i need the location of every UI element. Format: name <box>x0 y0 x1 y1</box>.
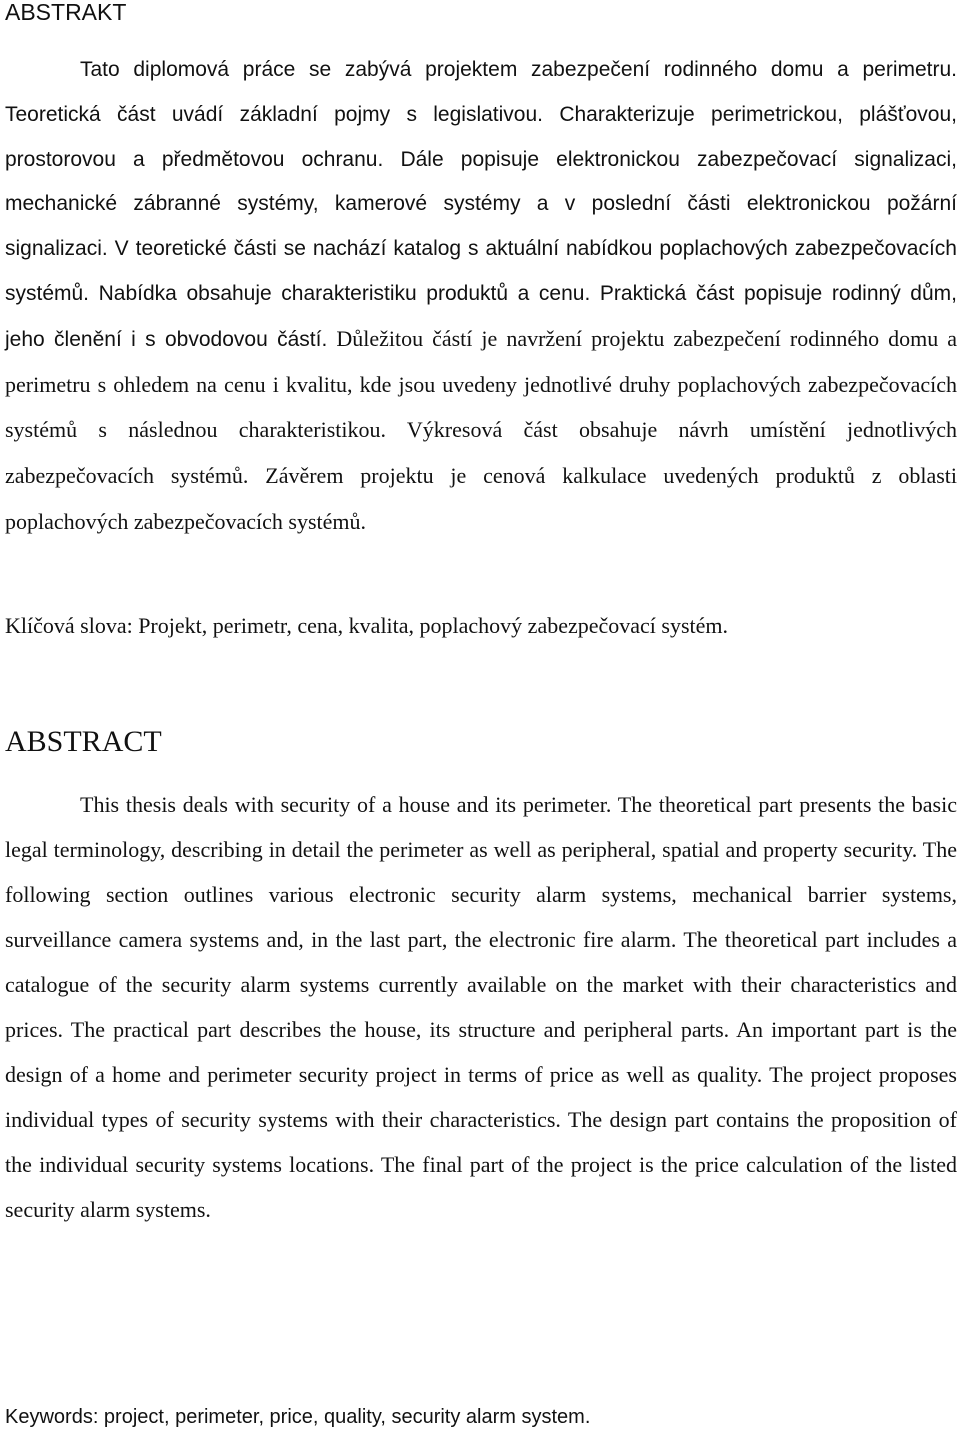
czech-abstract-heading: ABSTRAKT <box>5 0 127 25</box>
english-keywords: Keywords: project, perimeter, price, quality, security alarm system. <box>5 1406 591 1428</box>
english-abstract-heading: ABSTRACT <box>5 725 162 758</box>
english-abstract-paragraph: This thesis deals with security of a house and its perimeter. The theoretical part presents the basic legal terminology, describing in detail the perimeter as well as peripheral, spatial and property security. The following section outlines various electronic security alarm systems, mechanical barrier systems, surveillance camera systems and, in the last part, the electronic fire alarm. The theoretical part includes a catalogue of the security alarm systems currently available on the market with their characteristics and prices. The practical part describes the house, its structure and peripheral parts. An important part is the design of a home and perimeter security project in terms of price as well as quality. The project proposes individual types of security systems with their characteristics. The design part contains the proposition of the individual security systems locations. The final part of the project is the price calculation of the listed security alarm systems. <box>5 792 957 1222</box>
czech-abstract-paragraph <box>5 48 957 546</box>
czech-abstract-text-part2: Důležitou částí je navržení projektu zabezpečení rodinného domu a perimetru s ohledem na cenu i kvalitu, kde jsou uvedeny jednotlivé druhy poplachových zabezpečovacích systémů s následnou charakteristikou. Výkresová část obsahuje návrh umístění jednotlivých zabezpečovacích systémů. Závěrem projektu je cenová kalkulace uvedených produktů z oblasti poplachových zabezpečovacích systémů. <box>5 325 957 534</box>
czech-abstract-text-part1: Tato diplomová práce se zabývá projektem zabezpečení rodinného domu a perimetru. Teoretická část uvádí základní pojmy s legislativou. Charakterizuje perimetrickou, plášťovou, prostorovou a předmětovou ochranu. Dále popisuje elektronickou zabezpečovací signalizaci, mechanické zábranné systémy, kamerové systémy a v poslední části elektronickou požární signalizaci. V teoretické části se nachází katalog s aktuální nabídkou poplachových zabezpečovacích systémů. Nabídka obsahuje charakteristiku produktů a cenu. Praktická část popisuje rodinný dům, jeho členění i s obvodovou částí. <box>5 58 957 351</box>
czech-keywords: Klíčová slova: Projekt, perimetr, cena, kvalita, poplachový zabezpečovací systém. <box>5 613 729 638</box>
